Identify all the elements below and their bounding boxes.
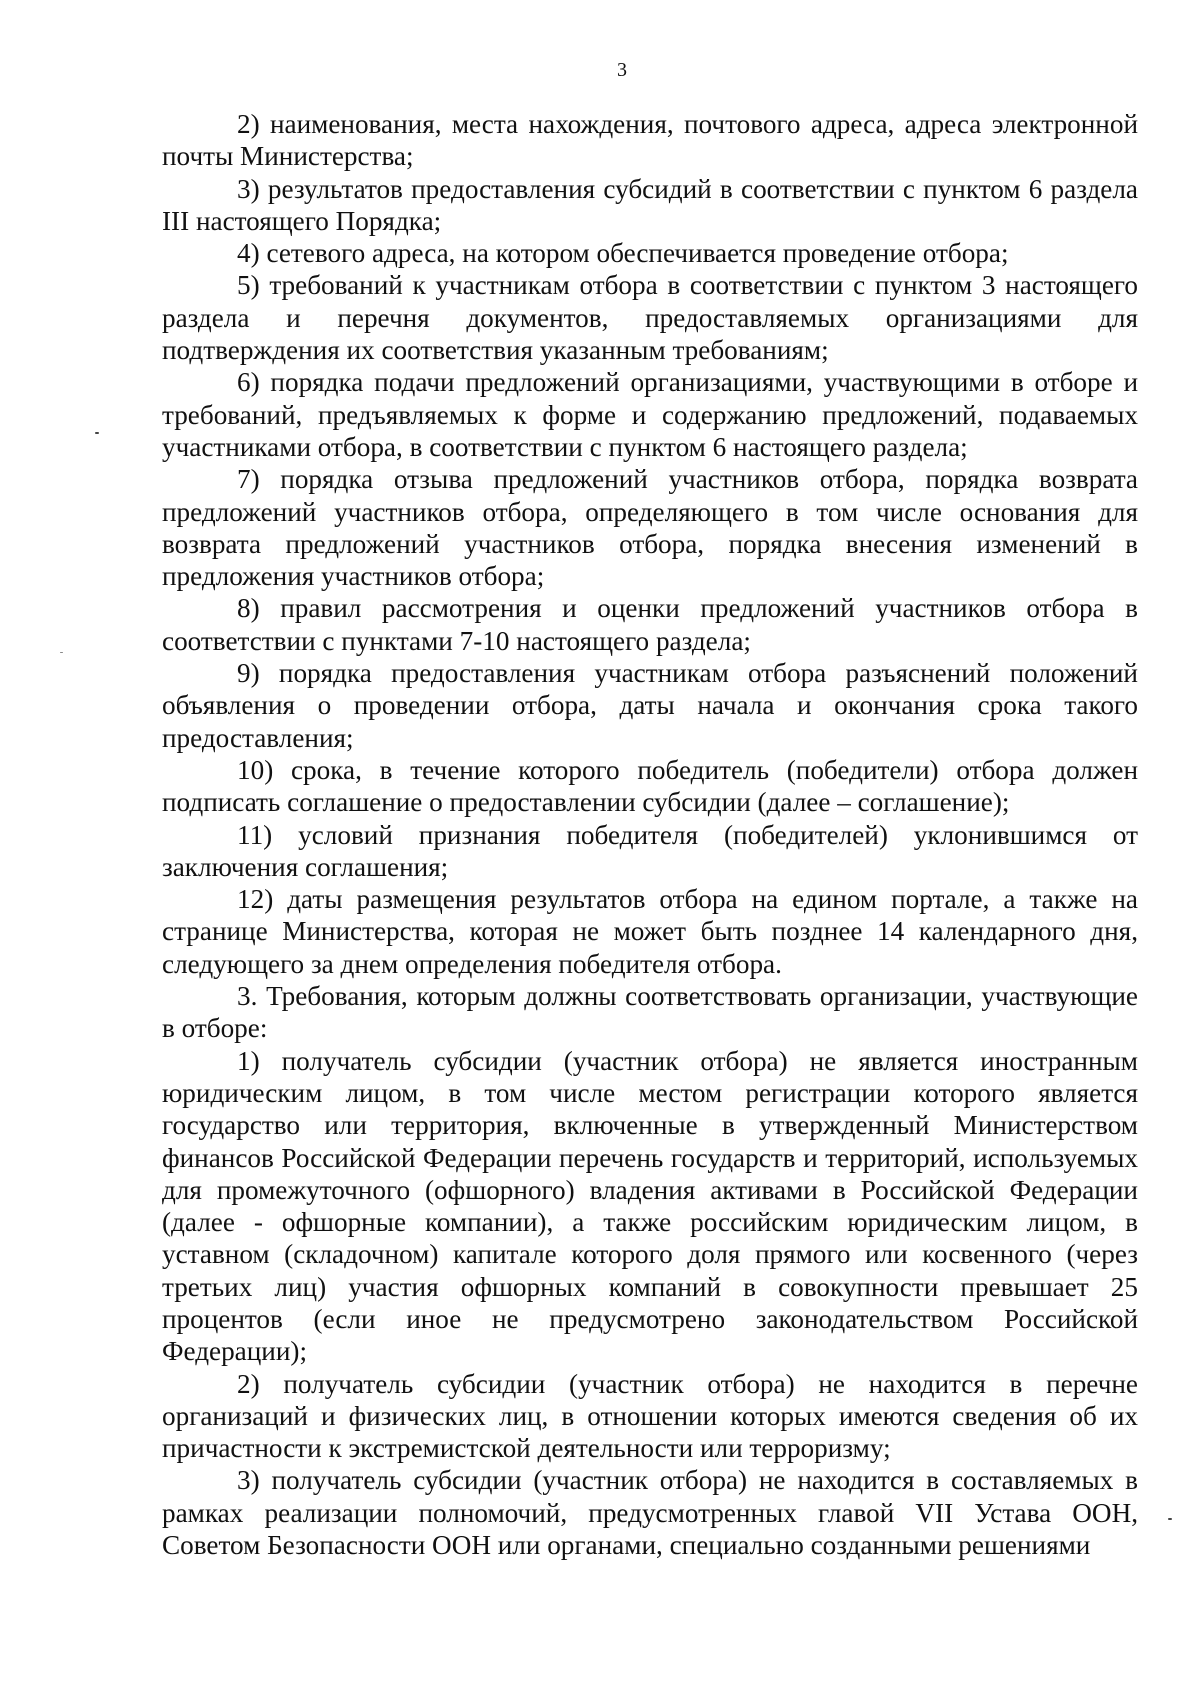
page-number: 3 bbox=[617, 59, 627, 81]
paragraph-item-4: 4) сетевого адреса, на котором обеспечивается проведение отбора; bbox=[237, 238, 1009, 269]
paragraph-item-10: 10) срока, в течение которого победитель (победители) отбора должен подписать соглашение о предоставлении субсидии (далее – соглашение); bbox=[162, 754, 1138, 818]
requirement-item-3: 3) получатель субсидии (участник отбора) не находится в составляемых в рамках реализации полномочий, предусмотренных главой VII Устава ООН, Советом Безопасности ООН или органами, специально созданными решениями bbox=[162, 1465, 1138, 1561]
paragraph-item-12: 12) даты размещения результатов отбора на едином портале, а также на странице Министерства, которая не может быть позднее 14 календарного дня, следующего за днем определения победителя отбора. bbox=[162, 884, 1138, 979]
scan-speck-left-2 bbox=[60, 652, 63, 653]
scan-speck-left-1 bbox=[95, 432, 99, 434]
paragraph-item-6: 6) порядка подачи предложений организациями, участвующими в отборе и требований, предъявляемых к форме и содержанию предложений, подаваемых участниками отбора, в соответствии с пунктом 6 настоящего раздела; bbox=[162, 367, 1138, 462]
paragraph-item-8: 8) правил рассмотрения и оценки предложений участников отбора в соответствии с пунктами 7-10 настоящего раздела; bbox=[162, 593, 1138, 656]
paragraph-item-9: 9) порядка предоставления участникам отбора разъяснений положений объявления о проведении отбора, даты начала и окончания срока такого предоставления; bbox=[162, 658, 1138, 753]
document-body bbox=[162, 108, 1138, 1561]
section-3-heading: 3. Требования, которым должны соответствовать организации, участвующие в отборе: bbox=[162, 981, 1138, 1044]
paragraph-item-5: 5) требований к участникам отбора в соответствии с пунктом 3 настоящего раздела и перечня документов, предоставляемых организациями для подтверждения их соответствия указанным требованиям; bbox=[162, 270, 1138, 366]
paragraph-item-7: 7) порядка отзыва предложений участников отбора, порядка возврата предложений участников отбора, определяющего в том числе основания для возврата предложений участников отбора, порядка внесения изменений в предложения участников отбора; bbox=[162, 464, 1138, 592]
paragraph-item-3: 3) результатов предоставления субсидий в соответствии с пунктом 6 раздела III настоящего Порядка; bbox=[162, 173, 1138, 236]
requirement-item-1: 1) получатель субсидии (участник отбора) не является иностранным юридическим лицом, в том числе местом регистрации которого является государство или территория, включенные в утвержденный Министерством финансов Российской Федерации перечень государств и территорий, используемых для промежуточного (офшорного) владения активами в Российской Федерации (далее - офшорные компании), а также российским юридическим лицом, в уставном (складочном) капитале которого доля прямого или косвенного (через третьих лиц) участия офшорных компаний в совокупности превышает 25 процентов (если иное не предусмотрено законодательством Российской Федерации); bbox=[162, 1045, 1138, 1367]
requirement-item-2: 2) получатель субсидии (участник отбора) не находится в перечне организаций и физических лиц, в отношении которых имеются сведения об их причастности к экстремистской деятельности или терроризму; bbox=[162, 1368, 1138, 1464]
paragraph-item-2: 2) наименования, места нахождения, почтового адреса, адреса электронной почты Министерства; bbox=[162, 109, 1138, 172]
paragraph-item-11: 11) условий признания победителя (победителей) уклонившимся от заключения соглашения; bbox=[162, 819, 1138, 882]
scan-speck-right bbox=[1168, 1518, 1172, 1520]
